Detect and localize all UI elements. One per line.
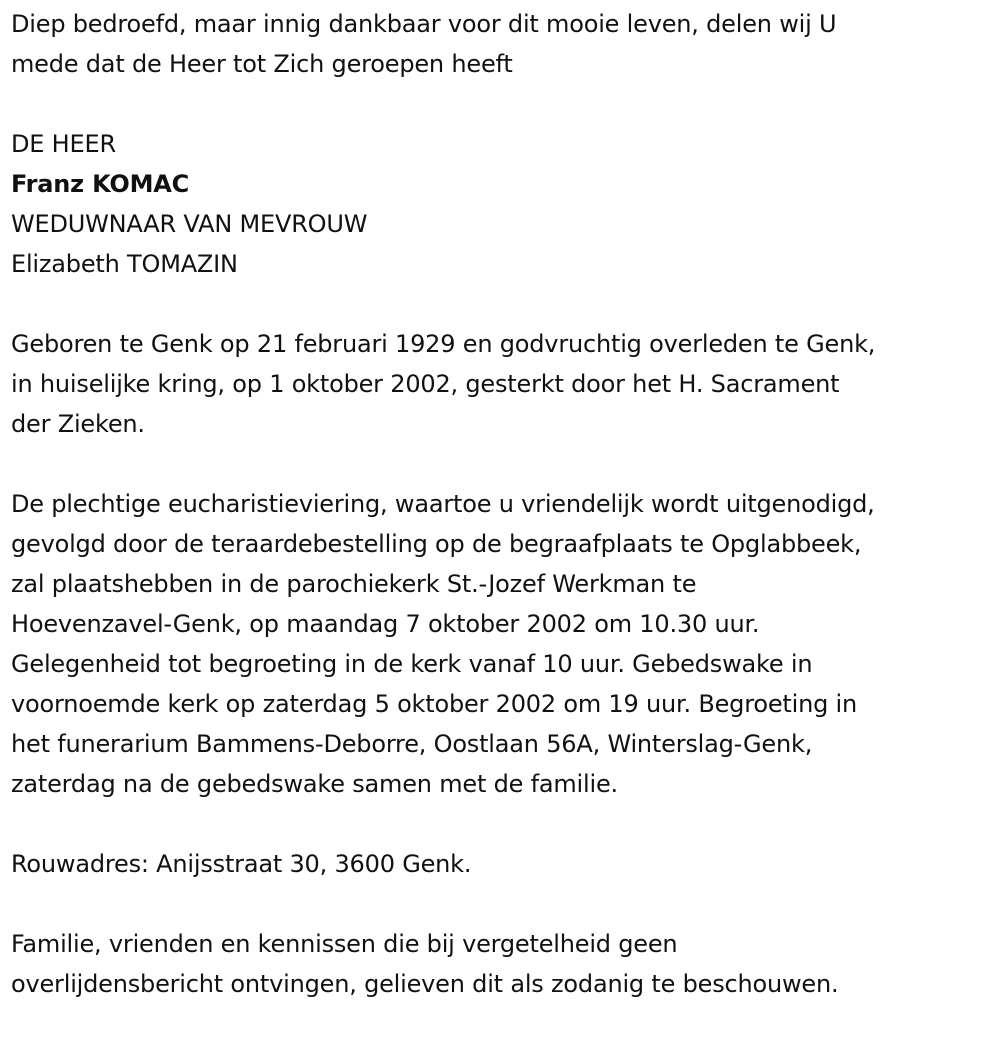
deceased-name: Franz KOMAC <box>11 170 190 198</box>
paragraph-spacer <box>11 284 991 324</box>
intro-line: mede dat de Heer tot Zich geroepen heeft <box>11 50 513 78</box>
intro-line: Diep bedroefd, maar innig dankbaar voor dit mooie leven, delen wij U <box>11 10 837 38</box>
deceased-title: DE HEER <box>11 130 116 158</box>
birth-death-paragraph <box>11 324 991 444</box>
ceremony-line: De plechtige eucharistieviering, waartoe u vriendelijk wordt uitgenodigd, <box>11 490 875 518</box>
ceremony-line: het funerarium Bammens-Deborre, Oostlaan 56A, Winterslag-Genk, <box>11 730 813 758</box>
ceremony-line: voornoemde kerk op zaterdag 5 oktober 2002 om 19 uur. Begroeting in <box>11 690 858 718</box>
mourning-address: Rouwadres: Anijsstraat 30, 3600 Genk. <box>11 850 472 878</box>
paragraph-spacer <box>11 84 991 124</box>
ceremony-line: zaterdag na de gebedswake samen met de familie. <box>11 770 618 798</box>
ceremony-line: gevolgd door de teraardebestelling op de begraafplaats te Opglabbeek, <box>11 530 862 558</box>
ceremony-line: Hoevenzavel-Genk, op maandag 7 oktober 2002 om 10.30 uur. <box>11 610 760 638</box>
closing-paragraph <box>11 924 991 1004</box>
paragraph-spacer <box>11 804 991 844</box>
ceremony-line: Gelegenheid tot begroeting in de kerk vanaf 10 uur. Gebedswake in <box>11 650 813 678</box>
birth-death-line: der Zieken. <box>11 410 145 438</box>
ceremony-paragraph <box>11 484 991 804</box>
birth-death-line: Geboren te Genk op 21 februari 1929 en godvruchtig overleden te Genk, <box>11 330 876 358</box>
closing-line: overlijdensbericht ontvingen, gelieven dit als zodanig te beschouwen. <box>11 970 839 998</box>
address-paragraph <box>11 844 991 884</box>
birth-death-line: in huiselijke kring, op 1 oktober 2002, gesterkt door het H. Sacrament <box>11 370 840 398</box>
spouse-name: Elizabeth TOMAZIN <box>11 250 238 278</box>
intro-paragraph <box>11 4 991 84</box>
deceased-block <box>11 124 991 284</box>
paragraph-spacer <box>11 884 991 924</box>
closing-line: Familie, vrienden en kennissen die bij vergetelheid geen <box>11 930 678 958</box>
paragraph-spacer <box>11 444 991 484</box>
deceased-relation: WEDUWNAAR VAN MEVROUW <box>11 210 368 238</box>
ceremony-line: zal plaatshebben in de parochiekerk St.-Jozef Werkman te <box>11 570 697 598</box>
